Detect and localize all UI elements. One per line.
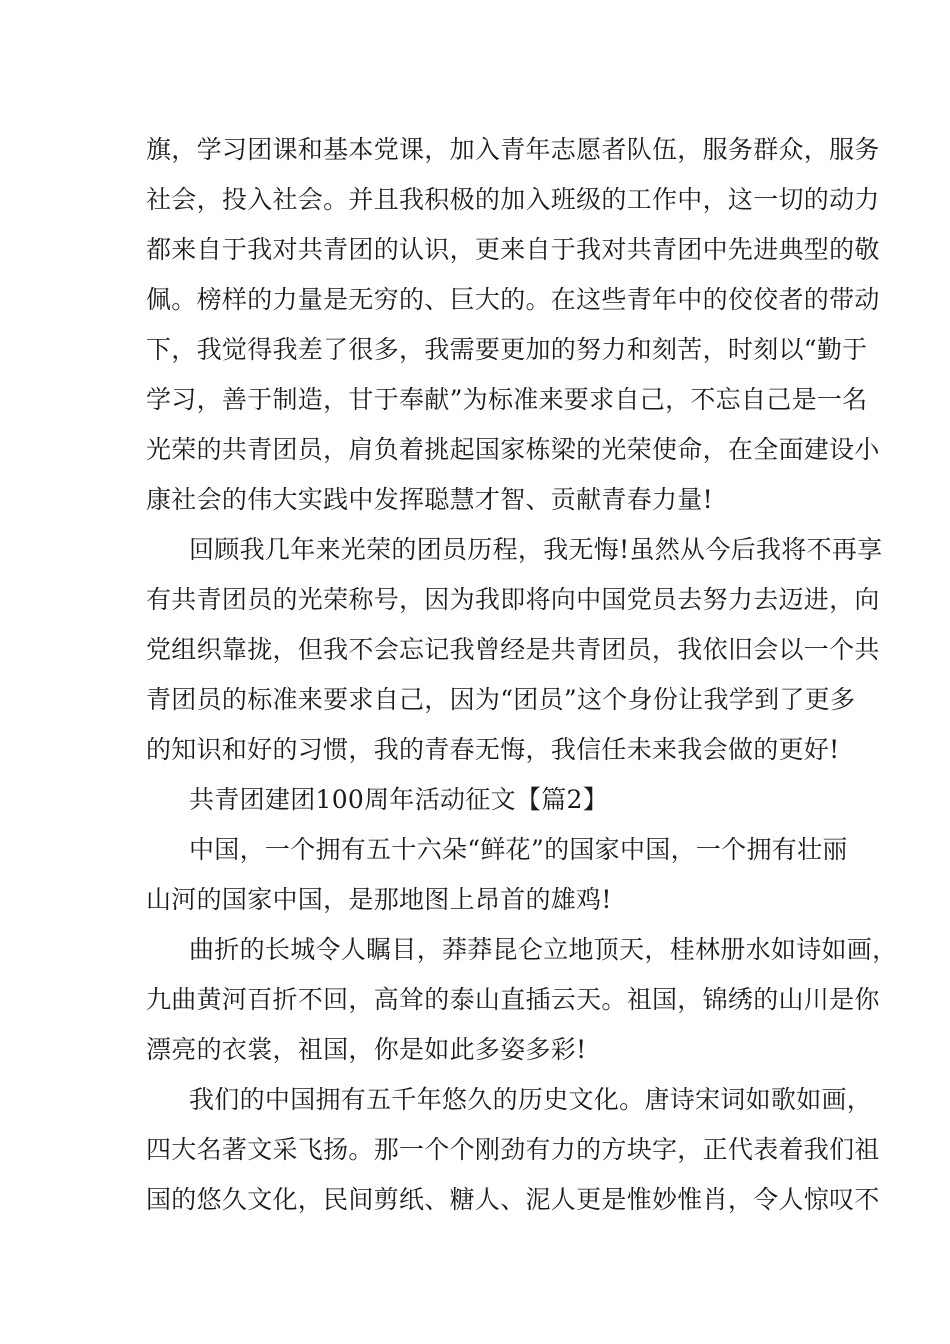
text-line: 漂亮的衣裳，祖国，你是如此多姿多彩! [146,1035,587,1064]
text-line: 都来自于我对共青团的认识，更来自于我对共青团中先进典型的敬 [146,235,880,264]
text-line: 学习，善于制造，甘于奉献”为标准来要求自己，不忘自己是一名 [146,385,868,414]
paragraph-first-line: 曲折的长城令人瞩目，莽莽昆仑立地顶天，桂林册水如诗如画， [189,935,898,964]
paragraph-first-line: 回顾我几年来光荣的团员历程，我无悔!虽然从今后我将不再享 [189,535,883,564]
text-line: 康社会的伟大实践中发挥聪慧才智、贡献青春力量! [146,485,713,514]
text-line: 光荣的共青团员，肩负着挑起国家栋梁的光荣使命，在全面建设小 [146,435,880,464]
text-line: 佩。榜样的力量是无穷的、巨大的。在这些青年中的佼佼者的带动 [146,285,880,314]
text-line: 九曲黄河百折不回，高耸的泰山直插云天。祖国，锦绣的山川是你 [146,985,880,1014]
text-line: 旗，学习团课和基本党课，加入青年志愿者队伍，服务群众，服务 [146,135,880,164]
text-line: 青团员的标准来要求自己，因为“团员”这个身份让我学到了更多 [146,685,856,714]
text-line: 党组织靠拢，但我不会忘记我曾经是共青团员，我依旧会以一个共 [146,635,880,664]
text-line: 国的悠久文化，民间剪纸、糖人、泥人更是惟妙惟肖，令人惊叹不 [146,1185,880,1214]
text-line: 社会，投入社会。并且我积极的加入班级的工作中，这一切的动力 [146,185,880,214]
paragraph-first-line: 中国，一个拥有五十六朵“鲜花”的国家中国，一个拥有壮丽 [189,835,848,864]
text-line: 下，我觉得我差了很多，我需要更加的努力和刻苦，时刻以“勤于 [146,335,868,364]
text-line: 山河的国家中国，是那地图上昂首的雄鸡! [146,885,612,914]
section-heading: 共青团建团100周年活动征文【篇2】 [189,785,609,814]
text-line: 的知识和好的习惯，我的青春无悔，我信任未来我会做的更好! [146,735,840,764]
paragraph-first-line: 我们的中国拥有五千年悠久的历史文化。唐诗宋词如歌如画， [189,1085,873,1114]
text-line: 四大名著文采飞扬。那一个个刚劲有力的方块字，正代表着我们祖 [146,1135,880,1164]
text-line: 有共青团员的光荣称号，因为我即将向中国党员去努力去迈进，向 [146,585,880,614]
